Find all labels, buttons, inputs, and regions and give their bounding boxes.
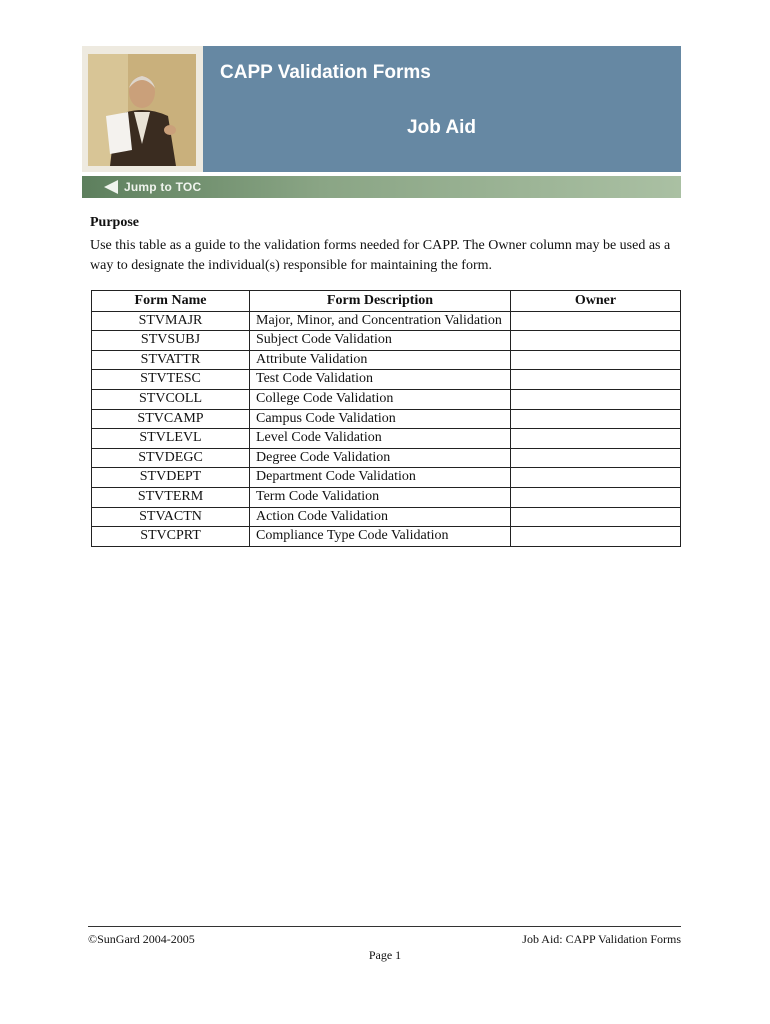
document-subtitle: Job Aid xyxy=(407,117,476,138)
owner-cell xyxy=(511,311,681,331)
form-description-cell: Department Code Validation xyxy=(250,468,511,488)
owner-cell xyxy=(511,389,681,409)
column-header-form-name: Form Name xyxy=(92,291,250,312)
footer-rule xyxy=(88,926,681,927)
table-row xyxy=(92,429,681,449)
table-row xyxy=(92,487,681,507)
purpose-text: Use this table as a guide to the validation forms needed for CAPP. The Owner column may be used as a way to designate the individual(s) responsible for maintaining the form. xyxy=(90,238,671,273)
owner-cell xyxy=(511,331,681,351)
form-description-cell: Campus Code Validation xyxy=(250,409,511,429)
form-description-cell: Test Code Validation xyxy=(250,370,511,390)
back-arrow-icon xyxy=(104,180,118,194)
form-description-cell: Major, Minor, and Concentration Validation xyxy=(250,311,511,331)
document-title: CAPP Validation Forms xyxy=(220,62,431,83)
table-body xyxy=(92,311,681,546)
form-name-cell: STVACTN xyxy=(92,507,250,527)
jump-to-toc-link[interactable] xyxy=(104,177,201,197)
footer-copyright: ©SunGard 2004-2005 xyxy=(88,932,195,946)
form-description-cell: Degree Code Validation xyxy=(250,448,511,468)
table-row xyxy=(92,448,681,468)
table-row xyxy=(92,507,681,527)
form-name-cell: STVCAMP xyxy=(92,409,250,429)
table-header-row xyxy=(92,291,681,312)
owner-cell xyxy=(511,429,681,449)
jump-to-toc-label: Jump to TOC xyxy=(124,180,202,194)
table-row xyxy=(92,311,681,331)
purpose-heading: Purpose xyxy=(90,215,139,230)
footer-page-number: Page 1 xyxy=(368,948,402,962)
form-name-cell: STVDEPT xyxy=(92,468,250,488)
column-header-owner: Owner xyxy=(511,291,681,312)
form-name-cell: STVDEGC xyxy=(92,448,250,468)
form-description-cell: Attribute Validation xyxy=(250,350,511,370)
form-name-cell: STVATTR xyxy=(92,350,250,370)
table-row xyxy=(92,468,681,488)
header-photo-frame xyxy=(82,46,203,172)
presenter-photo xyxy=(88,54,196,166)
form-description-cell: Action Code Validation xyxy=(250,507,511,527)
form-description-cell: Term Code Validation xyxy=(250,487,511,507)
validation-forms-table xyxy=(91,290,681,547)
owner-cell xyxy=(511,507,681,527)
owner-cell xyxy=(511,527,681,547)
form-description-cell: Level Code Validation xyxy=(250,429,511,449)
table-row xyxy=(92,527,681,547)
table-row xyxy=(92,389,681,409)
owner-cell xyxy=(511,448,681,468)
form-description-cell: Compliance Type Code Validation xyxy=(250,527,511,547)
footer-doc-title: Job Aid: CAPP Validation Forms xyxy=(522,932,681,946)
form-name-cell: STVCOLL xyxy=(92,389,250,409)
form-description-cell: College Code Validation xyxy=(250,389,511,409)
form-name-cell: STVTERM xyxy=(92,487,250,507)
form-name-cell: STVSUBJ xyxy=(92,331,250,351)
form-description-cell: Subject Code Validation xyxy=(250,331,511,351)
owner-cell xyxy=(511,409,681,429)
table-row xyxy=(92,370,681,390)
table-row xyxy=(92,331,681,351)
form-name-cell: STVCPRT xyxy=(92,527,250,547)
column-header-form-description: Form Description xyxy=(250,291,511,312)
owner-cell xyxy=(511,350,681,370)
table-row xyxy=(92,350,681,370)
owner-cell xyxy=(511,468,681,488)
owner-cell xyxy=(511,370,681,390)
owner-cell xyxy=(511,487,681,507)
form-name-cell: STVTESC xyxy=(92,370,250,390)
form-name-cell: STVLEVL xyxy=(92,429,250,449)
table-row xyxy=(92,409,681,429)
form-name-cell: STVMAJR xyxy=(92,311,250,331)
